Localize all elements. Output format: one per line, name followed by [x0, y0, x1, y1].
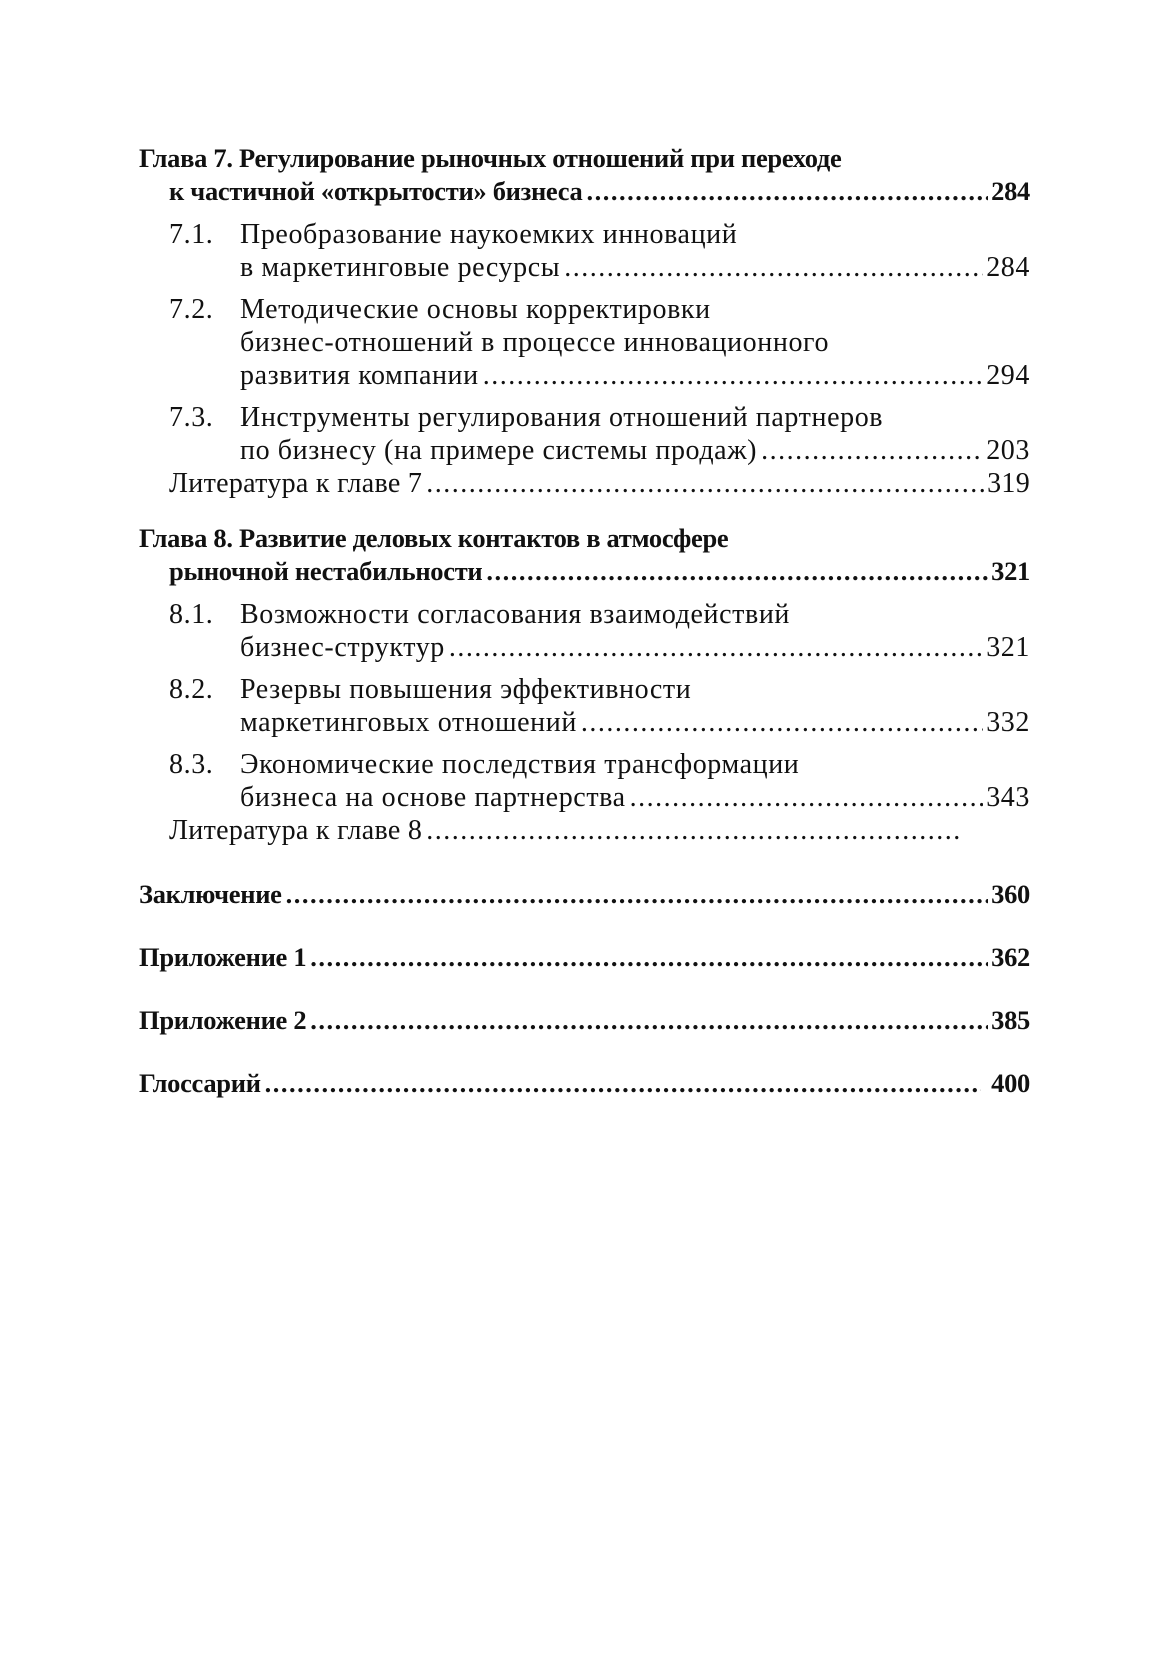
toc-conclusion — [139, 878, 1030, 911]
dot-leader — [286, 878, 989, 911]
dot-leader — [586, 175, 988, 208]
section-title-line2: в маркетинговые ресурсы — [240, 252, 561, 283]
dot-leader — [310, 941, 988, 974]
section-title-line1: Инструменты регулирования отношений партнеров — [240, 402, 884, 433]
appendix-2-page: 385 — [991, 1005, 1030, 1035]
section-page: 294 — [986, 360, 1030, 391]
section-title-line1: Преобразование наукоемких инноваций — [240, 219, 738, 250]
literature-page: 319 — [987, 468, 1030, 499]
literature-label: Литература к главе 8 — [169, 815, 423, 846]
table-of-contents — [139, 142, 1030, 1100]
toc-appendix-2 — [139, 1004, 1030, 1037]
dot-leader — [426, 467, 984, 500]
chapter-7-title-line2: к частичной «открытости» бизнеса — [169, 176, 583, 206]
section-title-line1: Резервы повышения эффективности — [240, 674, 692, 705]
dot-leader — [486, 555, 988, 588]
section-number: 7.2. — [169, 294, 214, 325]
chapter-8-title-line2: рыночной нестабильности — [169, 556, 483, 586]
section-title-line3: развития компании — [240, 360, 479, 391]
appendix-2-label: Приложение 2 — [139, 1005, 307, 1035]
section-page: 321 — [986, 632, 1030, 663]
toc-literature-7 — [139, 467, 1030, 500]
glossary-page: 400 — [991, 1068, 1030, 1098]
dot-leader — [581, 706, 983, 739]
section-page: 284 — [986, 252, 1030, 283]
dot-leader — [630, 781, 984, 814]
section-title-line2: по бизнесу (на примере системы продаж) — [240, 435, 758, 466]
toc-chapter-7 — [139, 142, 1030, 208]
toc-section-7-1 — [139, 218, 1030, 284]
dot-leader — [310, 1004, 988, 1037]
dot-leader — [449, 631, 983, 664]
section-title-line2: бизнес-отношений в процессе инновационного — [240, 327, 830, 358]
toc-section-8-1 — [139, 598, 1030, 664]
literature-label: Литература к главе 7 — [169, 468, 423, 499]
toc-appendix-1 — [139, 941, 1030, 974]
chapter-7-title-line1: Глава 7. Регулирование рыночных отношений при переходе — [139, 143, 842, 173]
section-title-line2: бизнес-структур — [240, 632, 445, 663]
section-number: 7.3. — [169, 402, 214, 433]
chapter-7-page: 284 — [991, 176, 1030, 206]
section-page: 343 — [986, 782, 1030, 813]
section-title-line2: маркетинговых отношений — [240, 707, 577, 738]
toc-glossary — [139, 1067, 1030, 1100]
section-title-line1: Возможности согласования взаимодействий — [240, 599, 790, 630]
dot-leader — [426, 814, 963, 847]
toc-section-8-2 — [139, 673, 1030, 739]
glossary-label: Глоссарий — [139, 1068, 261, 1098]
dot-leader — [265, 1067, 981, 1100]
dot-leader — [483, 359, 983, 392]
section-page: 332 — [986, 707, 1030, 738]
section-number: 8.2. — [169, 674, 214, 705]
chapter-8-title-line1: Глава 8. Развитие деловых контактов в атмосфере — [139, 523, 729, 553]
section-title-line1: Экономические последствия трансформации — [240, 749, 800, 780]
conclusion-label: Заключение — [139, 879, 282, 909]
section-number: 8.1. — [169, 599, 214, 630]
section-number: 7.1. — [169, 219, 214, 250]
section-page: 203 — [986, 435, 1030, 466]
toc-section-8-3 — [139, 748, 1030, 814]
appendix-1-page: 362 — [991, 942, 1030, 972]
section-title-line2: бизнеса на основе партнерства — [240, 782, 626, 813]
appendix-1-label: Приложение 1 — [139, 942, 307, 972]
dot-leader — [564, 251, 983, 284]
toc-chapter-8 — [139, 522, 1030, 588]
dot-leader — [761, 434, 983, 467]
toc-literature-8 — [139, 814, 1030, 847]
toc-section-7-2 — [139, 293, 1030, 392]
toc-section-7-3 — [139, 401, 1030, 467]
section-number: 8.3. — [169, 749, 214, 780]
chapter-8-page: 321 — [991, 556, 1030, 586]
conclusion-page: 360 — [991, 879, 1030, 909]
section-title-line1: Методические основы корректировки — [240, 294, 711, 325]
